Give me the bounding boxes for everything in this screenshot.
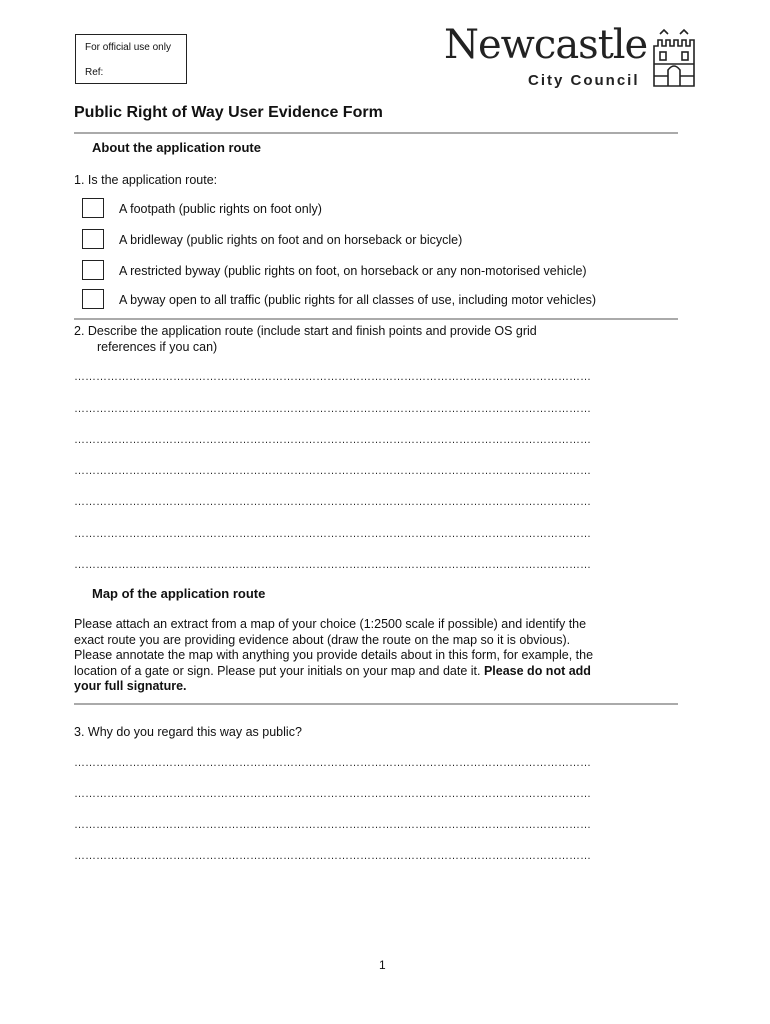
- option-footpath-label: A footpath (public rights on foot only): [119, 202, 322, 216]
- option-byway-open-label: A byway open to all traffic (public rights for all classes of use, including motor vehicles): [119, 293, 597, 307]
- checkbox-bridleway[interactable]: [82, 229, 104, 249]
- map-instructions-line: exact route you are providing evidence about (draw the route on the map so it is obvious).: [74, 632, 571, 647]
- divider: [74, 703, 678, 705]
- question-2-line1: 2. Describe the application route (include start and finish points and provide OS grid: [74, 324, 537, 338]
- ref-label: Ref:: [85, 67, 104, 78]
- divider: [74, 132, 678, 134]
- checkbox-footpath[interactable]: [82, 198, 104, 218]
- council-logo-wordmark: Newcastle: [444, 22, 648, 68]
- answer-line-q3-1[interactable]: ……………………………………………………………………………………………………………………………: [74, 757, 591, 769]
- signature-warning-cont: your full signature.: [74, 679, 187, 693]
- checkbox-restricted-byway[interactable]: [82, 260, 104, 280]
- option-restricted-byway-label: A restricted byway (public rights on foot, on horseback or any non-motorised vehicle): [119, 264, 587, 278]
- map-instructions-line: location of a gate or sign. Please put your initials on your map and date it.: [74, 663, 484, 678]
- answer-line-q2-3[interactable]: ……………………………………………………………………………………………………………………………: [74, 434, 591, 446]
- council-logo-subtitle: City Council: [528, 72, 640, 89]
- section-heading-map: Map of the application route: [92, 586, 266, 601]
- divider: [74, 318, 678, 320]
- map-instructions-line: Please attach an extract from a map of your choice (1:2500 scale if possible) and identify the: [74, 617, 587, 631]
- checkbox-byway-open[interactable]: [82, 289, 104, 309]
- option-bridleway-label: A bridleway (public rights on foot and on horseback or bicycle): [119, 233, 463, 247]
- official-use-box: [75, 34, 187, 84]
- question-3: 3. Why do you regard this way as public?: [74, 725, 302, 739]
- answer-line-q3-4[interactable]: ……………………………………………………………………………………………………………………………: [74, 850, 591, 862]
- question-2-line2: references if you can): [97, 340, 218, 354]
- answer-line-q2-6[interactable]: ……………………………………………………………………………………………………………………………: [74, 528, 591, 540]
- answer-line-q3-2[interactable]: ……………………………………………………………………………………………………………………………: [74, 788, 591, 800]
- official-use-label: For official use only: [85, 42, 171, 53]
- answer-line-q2-7[interactable]: ……………………………………………………………………………………………………………………………: [74, 559, 591, 571]
- answer-line-q3-3[interactable]: ……………………………………………………………………………………………………………………………: [74, 819, 591, 831]
- form-title: Public Right of Way User Evidence Form: [74, 104, 383, 121]
- castle-icon: [650, 28, 698, 88]
- answer-line-q2-2[interactable]: ……………………………………………………………………………………………………………………………: [74, 403, 591, 415]
- page-number: 1: [379, 958, 386, 972]
- answer-line-q2-1[interactable]: ……………………………………………………………………………………………………………………………: [74, 371, 591, 383]
- signature-warning: Please do not add: [483, 663, 591, 678]
- section-heading-route: About the application route: [92, 140, 261, 155]
- map-instructions: [74, 617, 674, 695]
- question-1: 1. Is the application route:: [74, 173, 218, 187]
- answer-line-q2-4[interactable]: ……………………………………………………………………………………………………………………………: [74, 465, 591, 477]
- map-instructions-line: Please annotate the map with anything you provide details about in this form, for example, the: [74, 648, 594, 662]
- answer-line-q2-5[interactable]: ……………………………………………………………………………………………………………………………: [74, 496, 591, 508]
